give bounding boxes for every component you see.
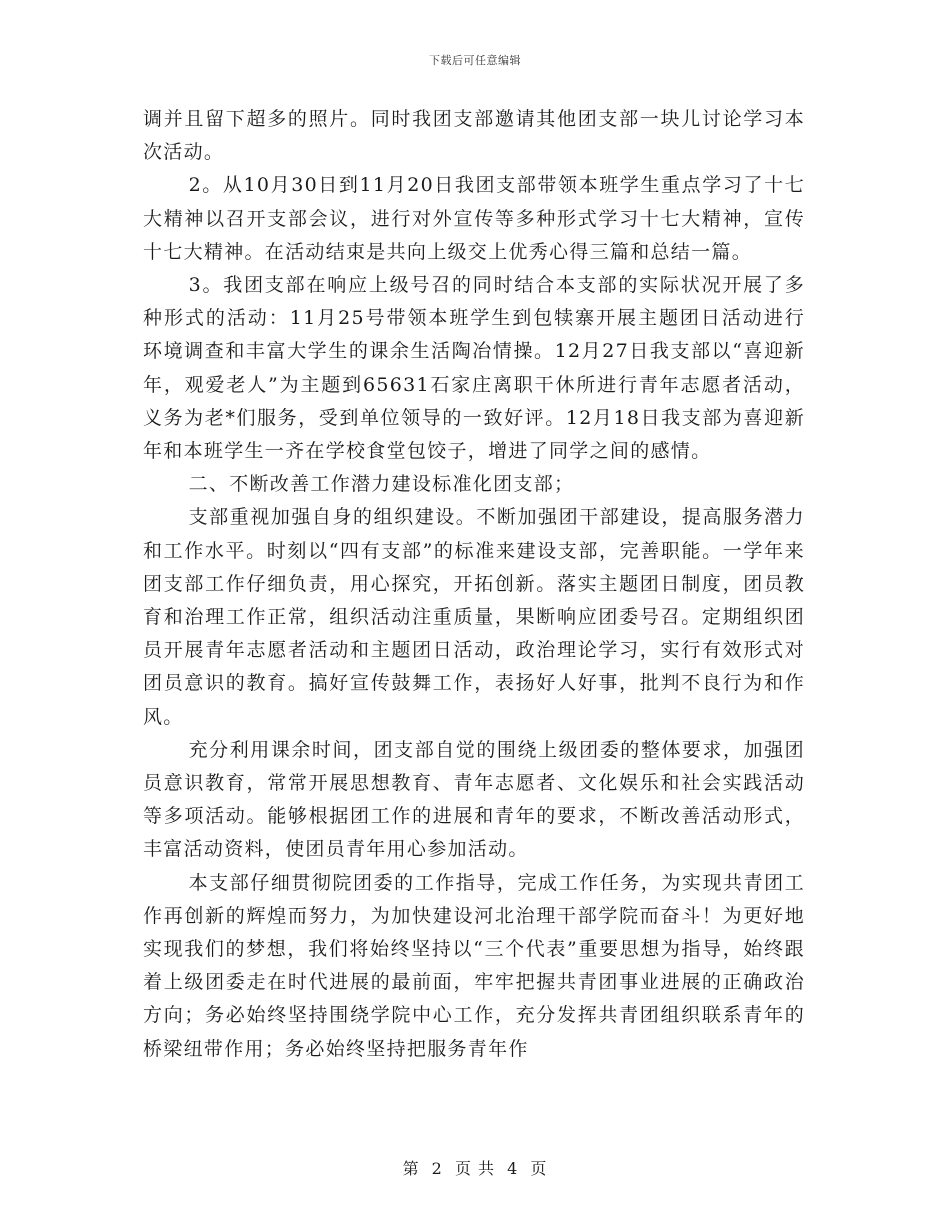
- paragraph-3: 3。我团支部在响应上级号召的同时结合本支部的实际状况开展了多种形式的活动：11月25号带领本班学生到包犊寨开展主题团日活动进行环境调查和丰富大学生的课余生活陶冶情操。12月27日我支部以“喜迎新年，观爱老人”为主题到65631石家庄离职干休所进行青年志愿者活动，义务为老*们服务，受到单位领导的一致好评。12月18日我支部为喜迎新年和本班学生一齐在学校食堂包饺子，增进了同学之间的感情。: [143, 274, 805, 463]
- document-body: [143, 103, 805, 1066]
- footer-middle: 页 共: [454, 1159, 496, 1178]
- page-footer: [0, 1156, 950, 1179]
- paragraph-1: 调并且留下超多的照片。同时我团支部邀请其他团支部一块儿讨论学习本次活动。: [143, 108, 805, 164]
- page-header: 下载后可任意编辑: [429, 54, 521, 67]
- paragraph-2: 2。从10月30日到11月20日我团支部带领本班学生重点学习了十七大精神以召开支部会议，进行对外宣传等多种形式学习十七大精神，宣传十七大精神。在活动结束是共向上级交上优秀心得三篇和总结一篇。: [143, 174, 805, 263]
- page-total: 4: [507, 1159, 519, 1178]
- paragraph-4: 支部重视加强自身的组织建设。不断加强团干部建设，提高服务潜力和工作水平。时刻以“四有支部”的标准来建设支部，完善职能。一学年来团支部工作仔细负责，用心探究，开拓创新。落实主题团日制度，团员教育和治理工作正常，组织活动注重质量，果断响应团委号召。定期组织团员开展青年志愿者活动和主题团日活动，政治理论学习，实行有效形式对团员意识的教育。搞好宣传鼓舞工作，表扬好人好事，批判不良行为和作风。: [143, 506, 805, 728]
- page-number: 2: [431, 1159, 443, 1178]
- section-heading: 二、不断改善工作潜力建设标准化团支部；: [188, 473, 575, 496]
- paragraph-6: 本支部仔细贯彻院团委的工作指导，完成工作任务，为实现共青团工作再创新的辉煌而努力，为加快建设河北治理干部学院而奋斗！为更好地实现我们的梦想，我们将始终坚持以“三个代表”重要思想为指导，始终跟着上级团委走在时代进展的最前面，牢牢把握共青团事业进展的正确政治方向；务必始终坚持围绕学院中心工作，充分发挥共青团组织联系青年的桥梁纽带作用；务必始终坚持把服务青年作: [143, 871, 805, 1060]
- paragraph-5: 充分利用课余时间，团支部自觉的围绕上级团委的整体要求，加强团员意识教育，常常开展思想教育、青年志愿者、文化娱乐和社会实践活动等多项活动。能够根据团工作的进展和青年的要求，不断改善活动形式，丰富活动资料，使团员青年用心参加活动。: [143, 738, 805, 861]
- footer-prefix: 第: [402, 1159, 420, 1178]
- footer-suffix: 页: [530, 1159, 548, 1178]
